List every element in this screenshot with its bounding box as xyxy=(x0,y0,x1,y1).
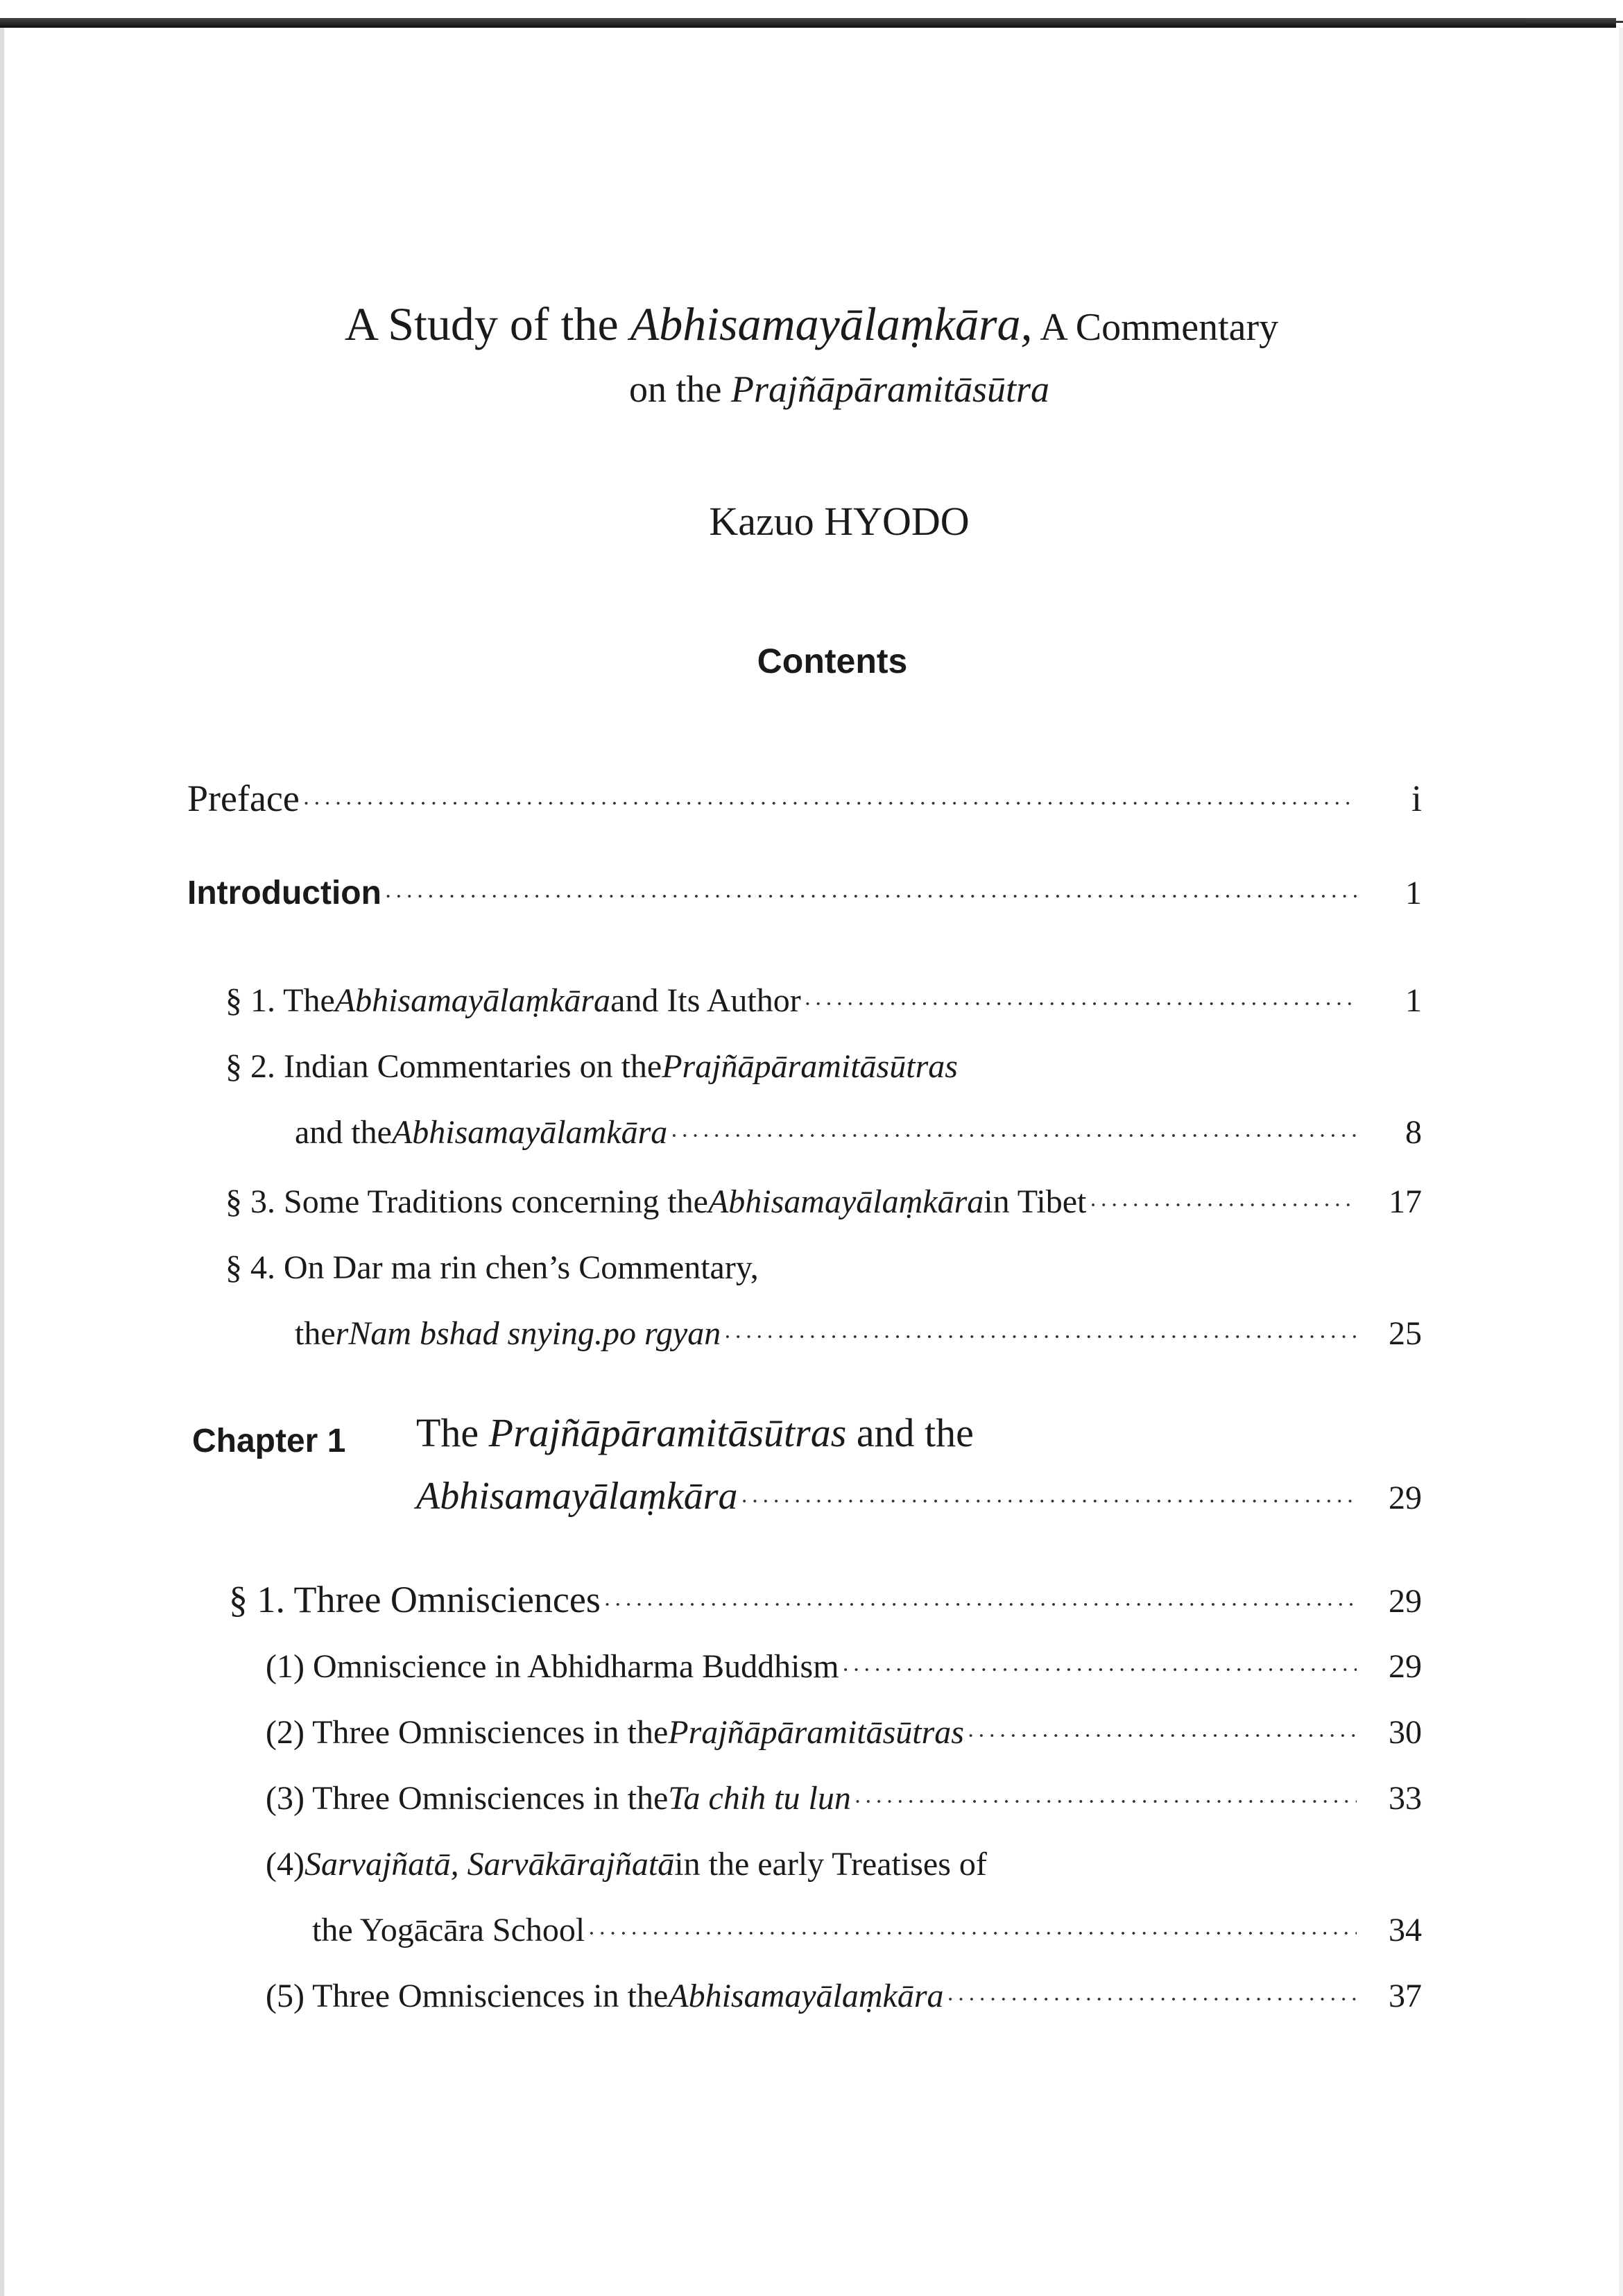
subtitle-text: on the xyxy=(628,368,731,410)
page-number: 34 xyxy=(1389,1912,1422,1948)
dot-leader xyxy=(302,791,1357,817)
page-number: 1 xyxy=(1405,875,1422,911)
page-number: 8 xyxy=(1405,1114,1422,1151)
page-number: 29 xyxy=(1389,1480,1422,1516)
toc-label: (1) Omniscience in Abhidharma Buddhism xyxy=(266,1648,839,1685)
toc-ch1-sub-1[interactable] xyxy=(266,1647,1422,1686)
toc-label: (5) Three Omnisciences in the xyxy=(266,1978,669,2014)
scan-left-edge xyxy=(0,28,4,2296)
scan-edge-bar xyxy=(0,18,1616,28)
dot-leader xyxy=(741,1489,1357,1515)
toc-ch1-sub-2[interactable] xyxy=(266,1713,1422,1751)
toc-label-italic: Abhisamayālaṃkāra xyxy=(416,1475,738,1518)
dot-leader xyxy=(384,884,1357,910)
dot-leader xyxy=(947,1987,1357,2013)
toc-label: and the xyxy=(295,1114,392,1151)
toc-label: (4) xyxy=(266,1846,304,1883)
toc-ch1-sub-3[interactable] xyxy=(266,1779,1422,1817)
chapter-1-title-line2[interactable] xyxy=(416,1474,1422,1518)
toc-label-italic: Abhisamayālaṃkāra xyxy=(334,982,611,1019)
toc-label-italic: Abhisamayālaṃkāra xyxy=(668,1978,944,2014)
toc-introduction[interactable] xyxy=(187,874,1422,912)
toc-intro-section-2-line1[interactable] xyxy=(225,1047,1422,1086)
title-line-1 xyxy=(0,297,1623,352)
toc-intro-section-2-line2[interactable] xyxy=(295,1113,1422,1151)
chapter-1-title-line1[interactable] xyxy=(416,1410,974,1456)
toc-label: § 1. Three Omnisciences xyxy=(229,1579,601,1620)
page-number: 29 xyxy=(1389,1583,1422,1620)
toc-label: § 4. On Dar ma rin chen’s Commentary, xyxy=(225,1249,759,1286)
toc-label: § 1. The xyxy=(225,982,335,1019)
toc-label: Introduction xyxy=(187,875,381,911)
toc-intro-section-4-line2[interactable] xyxy=(295,1314,1422,1353)
subtitle-italic: Prajñāpāramitāsūtra xyxy=(730,368,1050,410)
toc-label-italic: Sarvajñatā, Sarvākārajñatā xyxy=(304,1846,675,1883)
page-number: 1 xyxy=(1405,982,1422,1019)
title-text: A Study of the xyxy=(344,298,630,350)
toc-label-italic: Prajñāpāramitāsūtras xyxy=(488,1410,847,1455)
dot-leader xyxy=(804,991,1357,1018)
toc-label: (3) Three Omnisciences in the xyxy=(266,1780,669,1817)
toc-label-italic: rNam bshad snying.po rgyan xyxy=(335,1315,721,1352)
page-number: 29 xyxy=(1389,1648,1422,1685)
dot-leader xyxy=(967,1723,1357,1749)
toc-label-italic: Prajñāpāramitāsūtras xyxy=(662,1048,958,1085)
toc-label-post: and Its Author xyxy=(610,982,801,1019)
toc-label-italic: Abhisamayālamkāra xyxy=(391,1114,668,1151)
title-text-post: A Commentary xyxy=(1032,306,1279,349)
toc-preface[interactable] xyxy=(187,777,1422,820)
toc-label: the Yogācāra School xyxy=(312,1912,585,1948)
toc-label-italic: Abhisamayālaṃkāra xyxy=(707,1183,984,1220)
toc-label: § 2. Indian Commentaries on the xyxy=(225,1048,662,1085)
dot-leader xyxy=(842,1657,1357,1684)
toc-label-post: in the early Treatises of xyxy=(674,1846,987,1883)
toc-ch1-sub-4-line1[interactable] xyxy=(266,1845,1422,1883)
dot-leader xyxy=(723,1324,1357,1351)
dot-leader xyxy=(587,1921,1357,1947)
chapter-1-label[interactable]: Chapter 1 xyxy=(192,1423,346,1459)
toc-ch1-sub-5[interactable] xyxy=(266,1977,1422,2015)
scan-edge-tail xyxy=(1526,21,1623,23)
author-name: Kazuo HYODO xyxy=(709,499,970,544)
dot-leader xyxy=(854,1789,1357,1815)
toc-label: The xyxy=(416,1410,489,1455)
toc-label: the xyxy=(295,1315,336,1352)
toc-label: Preface xyxy=(187,778,300,819)
page-number: 30 xyxy=(1389,1714,1422,1751)
title-line-2 xyxy=(28,368,1623,411)
toc-ch1-section-1[interactable] xyxy=(229,1578,1422,1621)
toc-intro-section-1[interactable] xyxy=(225,982,1422,1020)
toc-ch1-sub-4-line2[interactable] xyxy=(312,1911,1422,1949)
toc-label-italic: Ta chih tu lun xyxy=(668,1780,851,1817)
toc-label: § 3. Some Traditions concerning the xyxy=(225,1183,708,1220)
dot-leader xyxy=(603,1592,1357,1618)
title-italic: Abhisamayālaṃkāra, xyxy=(630,298,1033,350)
toc-label: (2) Three Omnisciences in the xyxy=(266,1714,669,1751)
page-number: 33 xyxy=(1389,1780,1422,1817)
toc-label-post: and the xyxy=(846,1410,974,1455)
toc-intro-section-4-line1[interactable] xyxy=(225,1249,1422,1287)
dot-leader xyxy=(670,1123,1357,1149)
toc-intro-section-3[interactable] xyxy=(225,1183,1422,1221)
page-number: 17 xyxy=(1389,1183,1422,1220)
contents-heading: Contents xyxy=(757,642,908,680)
page-number: 37 xyxy=(1389,1978,1422,2014)
page-number: i xyxy=(1411,778,1422,819)
toc-label-post: in Tibet xyxy=(984,1183,1087,1220)
page-number: 25 xyxy=(1389,1315,1422,1352)
toc-label-italic: Prajñāpāramitāsūtras xyxy=(668,1714,964,1751)
dot-leader xyxy=(1089,1192,1357,1219)
